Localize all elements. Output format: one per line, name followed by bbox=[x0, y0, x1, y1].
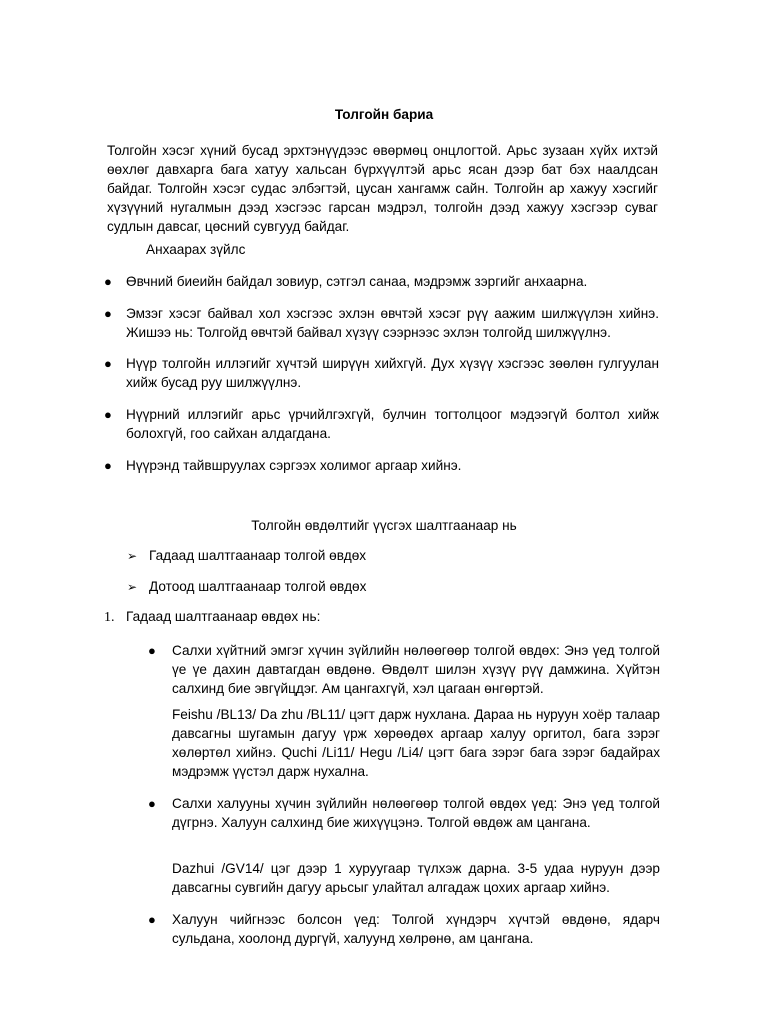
section-label: Гадаад шалтгаанаар өвдөх нь: bbox=[126, 609, 321, 624]
sub-list-item bbox=[148, 641, 660, 698]
sub-list-item-text: Халуун чийгнээс болсон үед: Толгой хүндэрч хүчтэй өвдөнө, ядарч сульдана, хоолонд дургүй, халуунд хөлрөнө, ам цангана. bbox=[172, 912, 660, 946]
bullet-icon: ● bbox=[104, 356, 112, 371]
arrow-bullet-icon: ➢ bbox=[127, 549, 138, 563]
list-item-text: Нүүрний иллэгийг арьс үрчийлгэхгүй, булчин тогтолцоог мэдээгүй болтол хийж болохгүй, гоо сайхан алдагдана. bbox=[126, 407, 659, 441]
list-item bbox=[104, 304, 659, 342]
sub-item-detail: Feishu /BL13/ Da zhu /BL11/ цэгт дарж нухлана. Дараа нь нуруун хоёр талаар давсагны шугамын дагуу үрж хөрөөдөх аргаар халуу оргитол, бага зэрэг хөлөртөл хийнэ. Quchi /Li11/ Hegu /Li4/ цэгт бага зэрэг бага зэрэг бадайрах мэдрэмж үүстэл дарж нухална. bbox=[172, 707, 660, 779]
section-number: 1. bbox=[104, 610, 115, 625]
attention-heading: Анхаарах зүйлс bbox=[146, 242, 246, 257]
list-item bbox=[104, 405, 659, 443]
list-item-text: Эмзэг хэсэг байвал хол хэсгээс эхлэн өвчтэй хэсэг рүү аажим шилжүүлэн хийнэ. Жишээ нь: Толгойд өвчтэй байвал хүзүү сээрнээс эхлэн толгойд шилжүүлнэ. bbox=[126, 306, 659, 340]
sub-list-item-text: Салхи халууны хүчин зүйлийн нөлөөгөөр толгой өвдөх үед: Энэ үед толгой дүгрнэ. Халуун салхинд бие жихүүцэнэ. Толгой өвдөж ам цангана. bbox=[172, 796, 660, 830]
sub-list-item-text: Салхи хүйтний эмгэг хүчин зүйлийн нөлөөгөөр толгой өвдөх: Энэ үед толгой үе үе дахин давтагдан өвдөнө. Өвдөлт шилэн хүзүү рүү дамжина. Хүйтэн салхинд бие эвгүйцдэг. Ам цангахгүй, хэл цагаан өнгөртэй. bbox=[172, 643, 660, 696]
bullet-icon: ● bbox=[104, 407, 112, 422]
bullet-icon: ● bbox=[148, 643, 156, 658]
cause-type-item bbox=[127, 546, 366, 566]
list-item bbox=[104, 272, 659, 291]
bullet-icon: ● bbox=[104, 274, 112, 289]
bullet-icon: ● bbox=[148, 912, 156, 927]
list-item bbox=[104, 456, 659, 475]
list-item bbox=[104, 354, 659, 392]
arrow-bullet-icon: ➢ bbox=[127, 580, 138, 594]
bullet-icon: ● bbox=[104, 458, 112, 473]
list-item-text: Нүүр толгойн иллэгийг хүчтэй ширүүн хийхгүй. Дух хүзүү хэсгээс зөөлөн гулгуулан хийж бусад руу шилжүүлнэ. bbox=[126, 356, 659, 390]
causes-heading: Толгойн өвдөлтийг үүсгэх шалтгаанаар нь bbox=[251, 518, 517, 533]
cause-type-item bbox=[127, 577, 366, 597]
bullet-icon: ● bbox=[104, 306, 112, 321]
list-item-text: Нүүрэнд тайвшруулах сэргээх холимог аргаар хийнэ. bbox=[126, 458, 462, 473]
sub-item-detail: Dazhui /GV14/ цэг дээр 1 хуруугаар түлхэж дарна. 3-5 удаа нуруун дээр давсагны сувгийн дагуу арьсыг улайтал алгадаж цохих аргаар хийнэ. bbox=[172, 861, 660, 895]
sub-list-item bbox=[148, 794, 660, 832]
page-title: Толгойн бариа bbox=[334, 107, 434, 122]
bullet-icon: ● bbox=[148, 796, 156, 811]
list-item-text: Өвчний биеийн байдал зовиур, сэтгэл санаа, мэдрэмж зэргийг анхаарна. bbox=[126, 274, 588, 289]
cause-type-label: Гадаад шалтгаанаар толгой өвдөх bbox=[149, 548, 367, 563]
section-heading bbox=[104, 607, 320, 627]
intro-paragraph: Толгойн хэсэг хүний бусад эрхтэнүүдээс өвөрмөц онцлогтой. Арьс зузаан хүйх ихтэй өөхлөг давхарга бага хатуу хальсан бүрхүүлтэй арьс ясан дээр бат бэх наалдсан байдаг. Толгойн хэсэг судас элбэгтэй, цусан хангамж сайн. Толгойн ар хажуу хэсгийг хүзүүний нугалмын дээд хэсгээс гарсан мэдрэл, толгойн дээд хажуу хэсгээр суваг судлын давсаг, цөсний сувгууд байдаг. bbox=[107, 143, 658, 234]
sub-list-item bbox=[148, 910, 660, 948]
cause-type-label: Дотоод шалтгаанаар толгой өвдөх bbox=[149, 579, 367, 594]
